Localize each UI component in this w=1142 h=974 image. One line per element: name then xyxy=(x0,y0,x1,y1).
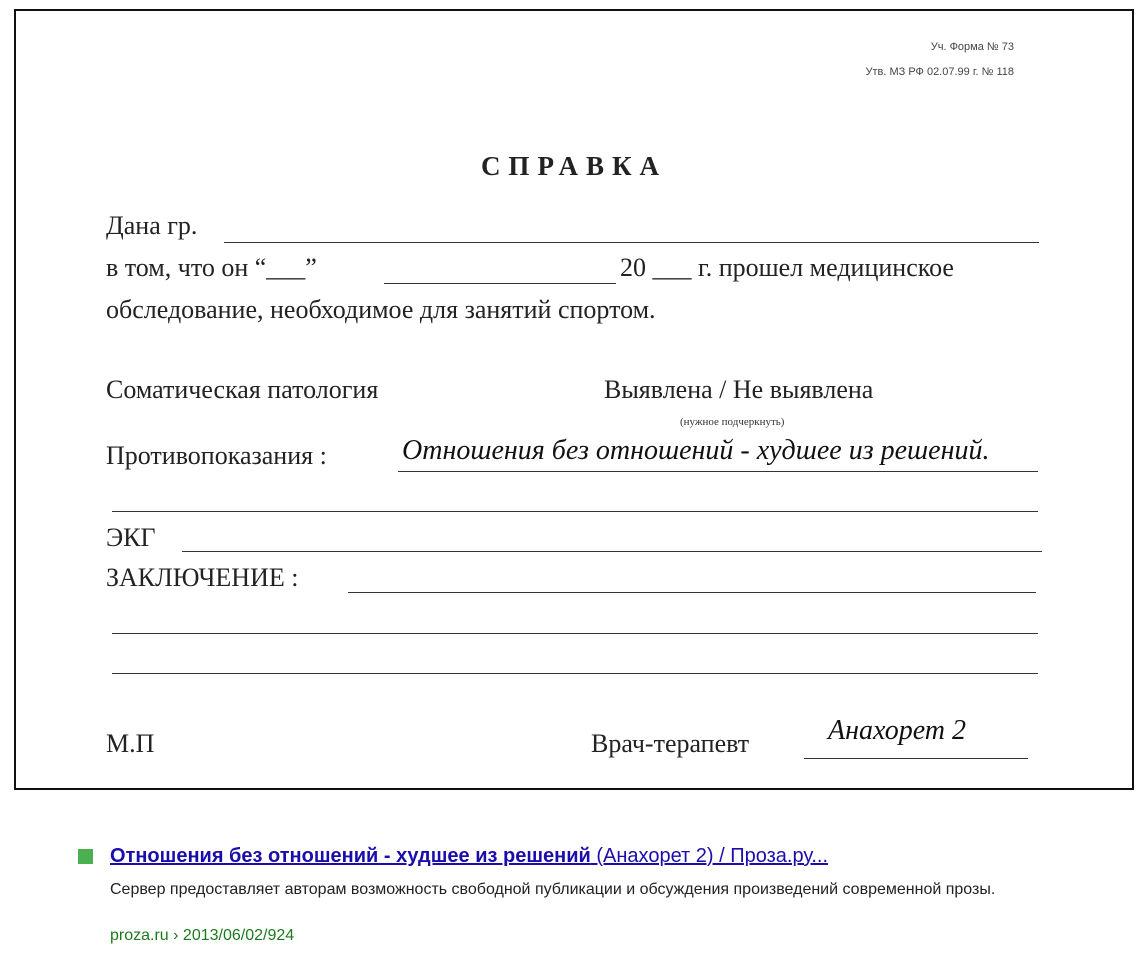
result-link[interactable] xyxy=(110,845,828,867)
result-url[interactable]: proza.ru › 2013/06/02/924 xyxy=(110,927,295,944)
conclusion-line-3 xyxy=(112,673,1038,674)
signature-line xyxy=(804,758,1028,759)
given-to-label: Дана гр. xyxy=(106,211,198,240)
result-description: Сервер предоставляет авторам возможность свободной публикации и обсуждения произведений современной прозы. xyxy=(110,881,996,898)
result-title[interactable] xyxy=(110,845,828,868)
given-to-line xyxy=(224,242,1039,243)
contraindications-handwritten: Отношения без отношений - худшее из решений. xyxy=(402,435,990,466)
ekg-label: ЭКГ xyxy=(106,523,156,552)
form-number: Уч. Форма № 73 xyxy=(930,41,1014,53)
medical-certificate-form xyxy=(14,9,1134,790)
doctor-label: Врач-терапевт xyxy=(591,729,750,758)
ekg-line xyxy=(182,551,1042,552)
somatic-note: (нужное подчеркнуть) xyxy=(680,416,785,428)
conclusion-line xyxy=(348,592,1036,593)
date-line-end: 20 ___ г. прошел медицинское xyxy=(620,253,954,282)
purpose-text: обследование, необходимое для занятий спортом. xyxy=(106,295,656,324)
contraindications-line xyxy=(398,471,1038,472)
conclusion-line-2 xyxy=(112,633,1038,634)
month-line xyxy=(384,283,616,284)
contraindications-line-2 xyxy=(112,511,1038,512)
form-title: СПРАВКА xyxy=(480,151,668,181)
somatic-label: Соматическая патология xyxy=(106,375,379,404)
stamp-label: М.П xyxy=(106,729,155,758)
result-marker xyxy=(78,849,93,864)
somatic-value: Выявлена / Не выявлена xyxy=(604,375,874,404)
approval-note: Утв. МЗ РФ 02.07.99 г. № 118 xyxy=(865,66,1014,78)
result-title-bold[interactable]: Отношения без отношений - худшее из решений xyxy=(110,845,591,867)
date-line-start: в том, что он “___” xyxy=(106,253,317,282)
doctor-signature: Анахорет 2 xyxy=(828,715,967,746)
result-title-rest[interactable]: (Анахорет 2) / Проза.ру... xyxy=(590,845,829,867)
conclusion-label: ЗАКЛЮЧЕНИЕ : xyxy=(106,563,299,592)
contraindications-label: Противопоказания : xyxy=(106,441,327,470)
